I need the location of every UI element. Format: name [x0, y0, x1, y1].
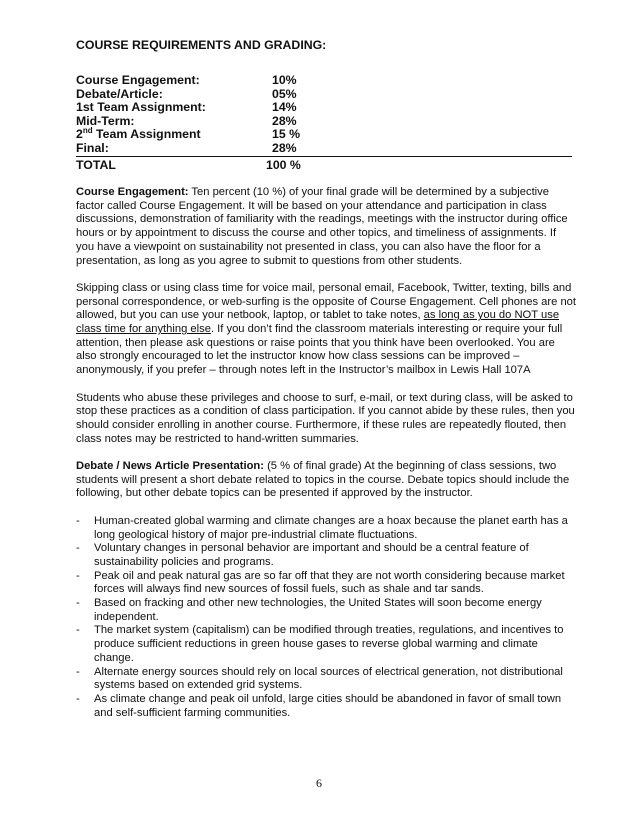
page-number: 6	[316, 776, 322, 790]
list-item-text: Voluntary changes in personal behavior are important and should be a central feature of sustainability policies and programs.	[94, 542, 529, 568]
paragraph-debate	[76, 460, 576, 501]
paragraph-lead: Debate / News Article Presentation:	[76, 460, 264, 473]
list-item-text: Peak oil and peak natural gas are so far off that they are not worth considering because market forces will always find new sources of fossil fuels, such as shale and tar sands.	[94, 569, 565, 596]
bullet-marker: -	[76, 665, 80, 678]
grade-label-prefix: 2	[76, 127, 83, 141]
total-row	[76, 157, 572, 173]
bullet-marker: -	[76, 514, 80, 527]
grade-label: Course Engagement:	[76, 73, 200, 87]
grade-value: 15 %	[272, 127, 301, 141]
grade-value: 14%	[272, 100, 297, 114]
list-item	[76, 624, 576, 665]
paragraph-abuse-policy	[76, 392, 576, 447]
list-item	[76, 693, 576, 720]
grade-label: Mid-Term:	[76, 113, 135, 128]
bullet-marker: -	[76, 597, 80, 610]
list-item-text: Based on fracking and other new technologies, the United States will soon become energy independent.	[94, 597, 542, 623]
grade-value: 10%	[272, 73, 297, 87]
paragraph-lead: Course Engagement:	[76, 186, 189, 198]
bullet-marker: -	[76, 542, 80, 555]
list-item	[76, 597, 576, 624]
list-item-text: As climate change and peak oil unfold, large cities should be abandoned in favor of small town and self-sufficient farming communities.	[94, 692, 562, 719]
grade-label-suffix: Team Assignment	[92, 127, 201, 141]
list-item	[76, 542, 576, 569]
list-item	[76, 666, 576, 693]
paragraph-text: (5 % of final grade) At the beginning of class sessions, two students will present a short debate related to topics in the course. Debate topics should include the following, but other debate topics can be presented if approved by the instructor.	[76, 460, 570, 500]
grading-table	[76, 74, 572, 173]
grade-label	[76, 125, 201, 142]
list-item-text: The market system (capitalism) can be modified through treaties, regulations, and incentives to produce sufficient reductions in green house gases to reverse global warming and climate change.	[94, 624, 564, 664]
paragraph-course-engagement	[76, 186, 576, 268]
grade-label-superscript: nd	[82, 125, 93, 135]
grade-value: 28%	[272, 113, 297, 128]
grade-row	[76, 115, 572, 129]
grade-row	[76, 101, 572, 115]
bullet-marker: -	[76, 569, 80, 582]
debate-topics-list	[76, 515, 576, 721]
body-text	[76, 186, 576, 720]
list-item-text: Human-created global warming and climate changes are a hoax because the planet earth has a long geological history of major pre-industrial climate fluctuations.	[94, 514, 568, 541]
grade-row	[76, 88, 572, 102]
section-heading: COURSE REQUIREMENTS AND GRADING:	[76, 38, 327, 52]
grade-value: 28%	[272, 140, 297, 155]
grade-label: Final:	[76, 140, 109, 155]
underlined-text: as long as you do NOT use class time for anything else	[76, 309, 560, 336]
grade-row	[76, 142, 572, 156]
list-item-text: Alternate energy sources should rely on local sources of electrical generation, not distributional systems based on extended grid systems.	[94, 665, 563, 692]
paragraph-skipping-class	[76, 282, 576, 378]
total-value: 100 %	[266, 158, 301, 172]
grade-label: 1st Team Assignment:	[76, 100, 206, 114]
paragraph-text: Skipping class or using class time for voice mail, personal email, Facebook, Twitter, texting, bills and personal correspondence, or web-surfing is the opposite of Course Engagement. Cell phones are not allowed, but you can use your netbook, laptop, or tablet to take notes,	[76, 281, 577, 322]
bullet-marker: -	[76, 624, 80, 637]
list-item	[76, 515, 576, 542]
total-label: TOTAL	[76, 158, 116, 172]
grade-row	[76, 74, 572, 88]
grade-value: 05%	[272, 86, 297, 101]
paragraph-text: . If you don’t find the classroom materials interesting or require your full attention, then please ask questions or raise points that you think have been overlooked. You are also strongly encouraged to let the instructor know how class sessions can be improved – anonymously, if you prefer – through notes left in the Instructor’s mailbox in Lewis Hall 107A	[76, 323, 563, 377]
list-item	[76, 570, 576, 597]
paragraph-text: Students who abuse these privileges and choose to surf, e-mail, or text during class, will be asked to stop these practices as a condition of class participation. If you cannot abide by these rules, then you should consider enrolling in another course. Furthermore, if these rules are repeatedly flouted, then class notes may be restricted to hand-written summaries.	[76, 391, 575, 445]
paragraph-text: Ten percent (10 %) of your final grade will be determined by a subjective factor called Course Engagement. It will be based on your attendance and participation in class discussions, demonstration of familiarity with the readings, meetings with the instructor during office hours or by appointment to discuss the course and other topics, and timeliness of assignments. If you have a viewpoint on sustainability not presented in class, you can also have the floor for a presentation, as long as you agree to submit to questions from other students.	[76, 186, 568, 267]
grade-label: Debate/Article:	[76, 86, 163, 101]
bullet-marker: -	[76, 692, 80, 705]
grade-row	[76, 125, 572, 142]
